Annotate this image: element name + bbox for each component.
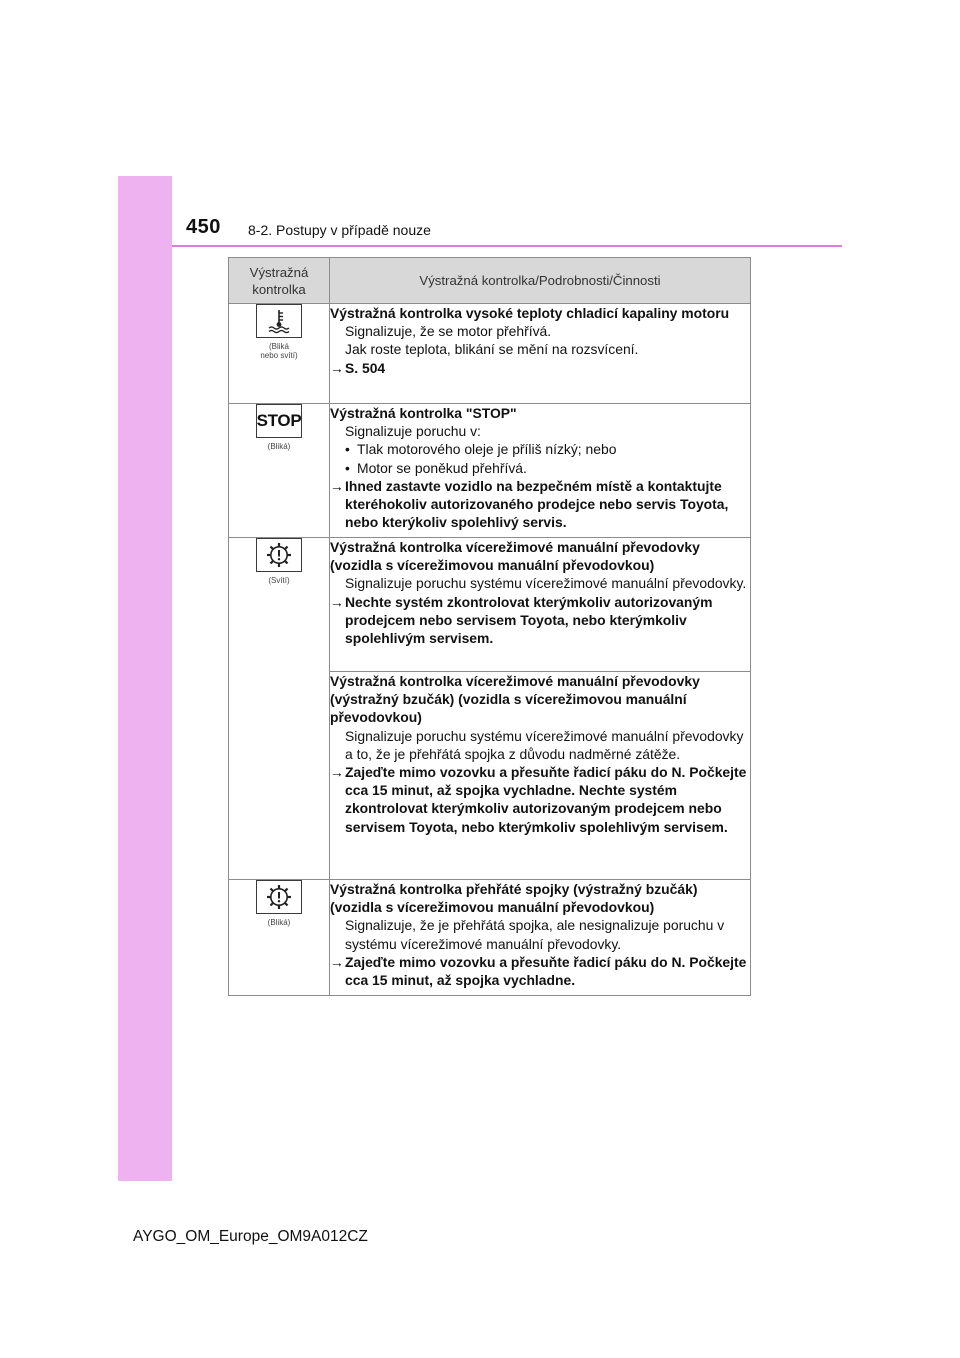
action-text: → Nechte systém zkontrolovat kterýmkoliv autorizovaným prodejcem nebo servisem Toyota, nebo kterýmkoliv spolehlivým servisem. [330,593,713,647]
arrow-icon: → [330,359,344,376]
row-title: Výstražná kontrolka přehřáté spojky (výstražný bzučák) (vozidla s vícerežimovou manuální převodovkou) [330,881,698,916]
page-reference-link[interactable]: S. 504 [345,359,386,376]
row-title: Výstražná kontrolka "STOP" [330,405,517,421]
bullet-item: • Tlak motorového oleje je příliš nízký; nebo [345,441,617,458]
lamp-status: (Svítí) [268,576,290,585]
bullet-icon: • [345,441,350,458]
action-text: → Ihned zastavte vozidlo na bezpečném místě a kontaktujte kteréhokoliv autorizovaného prodejce nebo servis Toyota, nebo kterýkoliv spolehlivý servis. [330,477,729,531]
detail-line: Signalizuje, že je přehřátá spojka, ale nesignalizuje poruchu v systému vícerežimové manuální převodovky. [345,917,725,952]
bullet-item: • Motor se poněkud přehřívá. [345,459,527,476]
table-row [229,538,751,672]
lamp-status: (Bliká) [267,442,291,451]
row-title: Výstražná kontrolka vícerežimové manuální převodovky (vozidla s vícerežimovou manuální převodovkou) [330,539,700,574]
table-header-row [229,258,751,304]
action-text [330,359,750,377]
icon-cell [229,880,330,996]
action-text: → Zajeďte mimo vozovku a přesuňte řadicí páku do N. Počkejte cca 15 minut, až spojka vychladne. [330,953,747,989]
coolant-temperature-icon [256,304,302,338]
warning-lights-table [228,257,751,996]
detail-line: Signalizuje poruchu systému vícerežimové manuální převodovky a to, že je přehřátá spojka z důvodu nadměrné zátěže. [345,727,744,762]
description-cell [330,404,751,538]
row-title: Výstražná kontrolka vícerežimové manuální převodovky (výstražný bzučák) (vozidla s vícerežimovou manuální převodovkou) [330,673,700,726]
description-cell [330,880,751,996]
description-cell [330,304,751,404]
page-number: 450 [186,216,221,238]
section-tab-bar [118,176,172,1181]
stop-icon [256,404,302,438]
arrow-icon: → [330,593,344,610]
detail-line: Signalizuje poruchu v: [345,423,481,440]
col-header-light: Výstražná kontrolka [229,258,330,304]
arrow-icon: → [330,764,344,781]
arrow-icon: → [330,953,344,970]
detail-line: Signalizuje, že se motor přehřívá. [345,323,552,340]
description-cell [330,538,751,672]
icon-cell [229,538,330,880]
icon-cell [229,404,330,538]
header-rule [172,245,842,247]
bullet-icon: • [345,459,350,476]
document-code: AYGO_OM_Europe_OM9A012CZ [133,1228,368,1245]
icon-cell [229,304,330,404]
lamp-status: (Bliká nebo svítí) [260,342,298,360]
description-cell [330,672,751,880]
gear-warning-icon [256,880,302,914]
detail-line: Jak roste teplota, blikání se mění na rozsvícení. [345,341,639,358]
gear-warning-icon [256,538,302,572]
arrow-icon: → [330,477,344,494]
table-row [229,304,751,404]
stop-icon-text: STOP [256,411,302,430]
row-title: Výstražná kontrolka vysoké teploty chladicí kapaliny motoru [330,305,730,321]
col-header-details: Výstražná kontrolka/Podrobnosti/Činnosti [330,258,751,304]
table-row [229,404,751,538]
detail-line: Signalizuje poruchu systému vícerežimové manuální převodovky. [345,575,747,592]
chapter-title: 8-2. Postupy v případě nouze [248,222,431,238]
lamp-status: (Bliká) [267,918,291,927]
table-row [229,880,751,996]
action-text: → Zajeďte mimo vozovku a přesuňte řadicí páku do N. Počkejte cca 15 minut, až spojka vychladne. Nechte systém zkontrolovat kterýmkoliv autorizovaným prodejcem nebo servisem Toyota, nebo kterýmkoliv spolehlivým servisem. [330,764,747,835]
